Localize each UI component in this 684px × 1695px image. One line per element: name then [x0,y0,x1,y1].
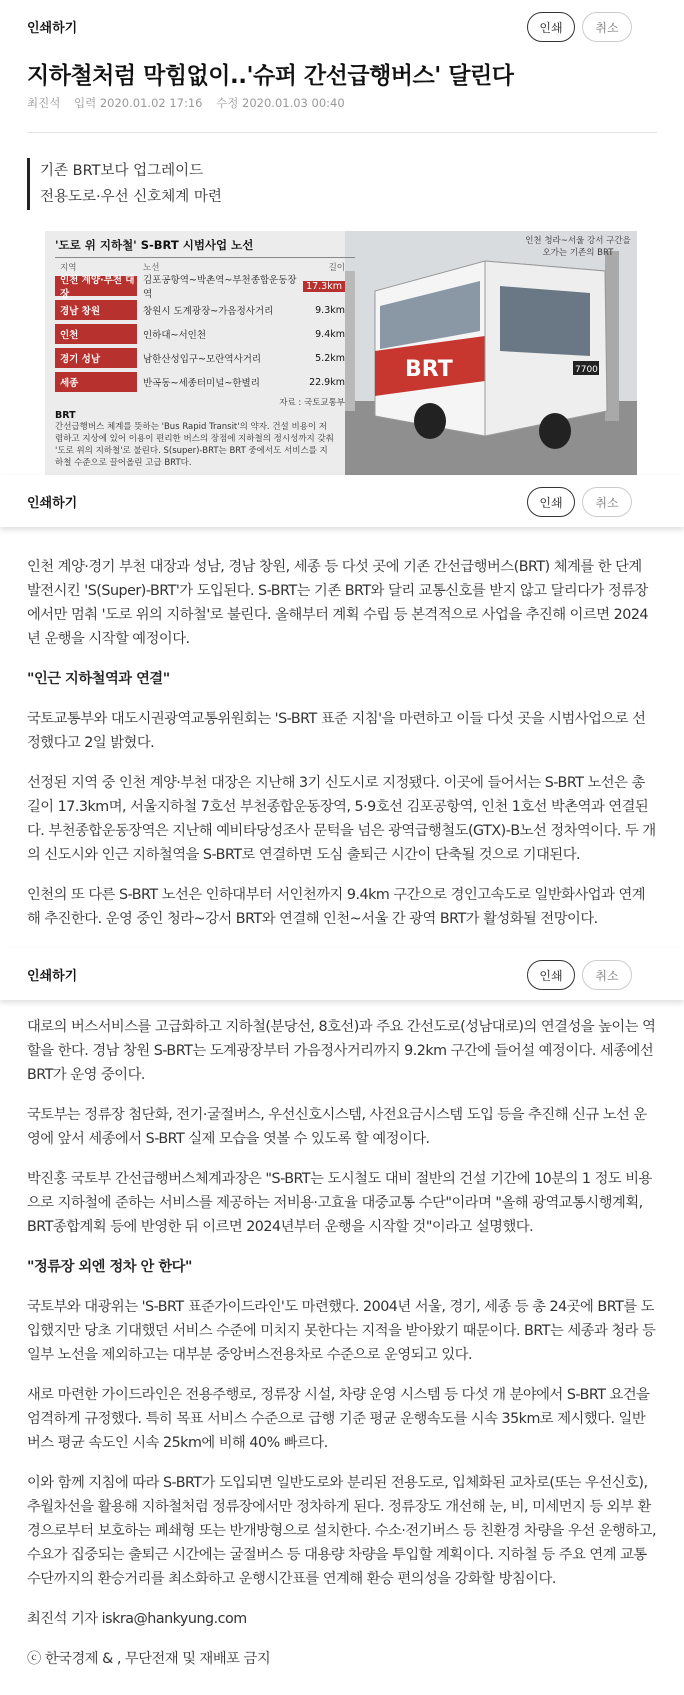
updated-time: 수정 2020.01.03 00:40 [216,96,345,110]
route-path: 김포공항역~박촌역~부천종합운동장역 [143,275,297,300]
body-paragraph: 국토교통부와 대도시권광역교통위원회는 'S-BRT 표준 지침'을 마련하고 이들 다섯 곳을 시범사업으로 선정했다고 2일 밝혔다. [27,711,646,751]
body-paragraph: 박진홍 국토부 간선급행버스체계과장은 "S-BRT는 도시철도 대비 절반의 건설 기간에 10분의 1 정도 비용으로 지하철에 준하는 서비스를 제공하는 저비용·고효율 대중교통 수단"이라며 "올해 광역교통시행계획, BRT종합계획 등에 반영한 뒤 이르면 2024년부터 운행을 시작할 것"이라고 설명했다. [27,1171,652,1235]
figure-title: '도로 위 지하철' S-BRT 시범사업 노선 [55,238,254,252]
article-figure [45,231,637,475]
bus-number-text: 7700 [575,365,598,375]
table-row [55,324,355,344]
subhead-line: 전용도로·우선 신호체계 마련 [40,189,222,205]
photo-caption: 인천 청라~서울 강서 구간을 오가는 기존의 BRT [525,236,631,258]
article-body-part1 [27,555,657,945]
print-button[interactable]: 인쇄 [527,960,575,990]
route-length: 22.9km [309,376,345,388]
col-length: 길이 [328,263,345,273]
subhead-line: 기존 BRT보다 업그레이드 [40,163,204,179]
article-headline: 지하철처럼 막힘없이..'슈퍼 간선급행버스' 달린다 [27,63,514,89]
route-length: 9.4km [315,328,345,340]
route-path: 인하대~서인천 [143,330,207,341]
route-path: 반곡동~세종터미널~한별리 [143,378,260,389]
table-row [55,372,355,392]
article-copyright: ⓒ 한국경제 & , 무단전재 및 재배포 금지 [27,1651,271,1667]
body-paragraph: 국토부는 정류장 첨단화, 전기·굴절버스, 우선신호시스템, 사전요금시스템 도입 등을 추진해 신규 노선 운영에 앞서 세종에서 S-BRT 실제 모습을 엿볼 수 있도록 할 예정이다. [27,1107,647,1147]
body-paragraph: 새로 마련한 가이드라인은 전용주행로, 정류장 시설, 차량 운영 시스템 등 다섯 개 분야에서 S-BRT 요건을 엄격하게 규정했다. 특히 목표 서비스 수준으로 급행 기준 평균 운행속도를 시속 35km로 제시했다. 일반버스 평균 속도인 시속 25km에 비해 40% 빠르다. [27,1387,650,1451]
bus-label-text: BRT [405,357,453,382]
print-toolbar-title: 인쇄하기 [27,21,78,36]
published-time: 입력 2020.01.02 17:16 [73,96,203,110]
article-author: 최진석 [27,96,61,110]
cancel-button[interactable]: 취소 [582,960,632,990]
body-paragraph: 대로의 버스서비스를 고급화하고 지하철(분당선, 8호선)과 주요 간선도로(성남대로)의 연결성을 높이는 역할을 한다. 경남 창원 S-BRT는 도계광장부터 가음정사거리까지 9.2km 구간에 들어설 예정이다. 세종에선 BRT가 운영 중이다. [27,1019,656,1083]
print-button[interactable]: 인쇄 [527,12,575,42]
cancel-button[interactable]: 취소 [582,12,632,42]
route-length: 9.3km [315,304,345,316]
print-toolbar-title: 인쇄하기 [27,496,78,511]
route-length: 5.2km [315,352,345,364]
body-paragraph: 인천의 또 다른 S-BRT 노선은 인하대부터 서인천까지 9.4km 구간으로 경인고속도로 일반화사업과 연계해 추진한다. 운영 중인 청라~강서 BRT와 연결해 인천~서울 간 광역 BRT가 활성화될 전망이다. [27,887,646,927]
route-region: 경기 성남 [55,348,137,368]
article-body-part2 [27,1015,657,1687]
header-divider [27,132,657,133]
body-paragraph: 이와 함께 지침에 따라 S-BRT가 도입되면 일반도로와 분리된 전용도로, 입체화된 교차로(또는 우선신호), 추월차선을 활용해 지하철처럼 정류장에서만 정차하게 된다. 정류장도 개선해 눈, 비, 미세먼지 등 외부 환경으로부터 보호하는 폐쇄형 또는 반개방형으로 설치한다. 수소·전기버스 등 친환경 차량을 우선 운행하고, 수요가 집중되는 출퇴근 시간에는 굴절버스 등 대용량 차량을 투입할 계획이다. 지하철 등 주요 연계 교통수단까지의 환승거리를 최소화하고 운행시간표를 연계해 환승 편의성을 강화할 방침이다. [27,1475,656,1587]
col-region: 지역 [60,263,77,273]
figure-note-title: BRT [55,410,76,421]
route-region: 경남 창원 [55,300,137,320]
col-route: 노선 [143,263,160,273]
body-paragraph: 선정된 지역 중 인천 계양·부천 대장은 지난해 3기 신도시로 지정됐다. 이곳에 들어서는 S-BRT 노선은 총길이 17.3km며, 서울지하철 7호선 부천종합운동장역, 5·9호선 김포공항역, 인천 1호선 박촌역과 연결된다. 부천종합운동장역은 지난해 예비타당성조사 문턱을 넘은 광역급행철도(GTX)-B노선 정차역이다. 두 개의 신도시와 인근 지하철역을 S-BRT로 연결하면 도심 출퇴근 시간이 단축될 것으로 기대된다. [27,775,656,863]
article-byline: 최진석 기자 iskra@hankyung.com [27,1611,247,1627]
article-subheads [27,158,222,210]
print-toolbar-title: 인쇄하기 [27,969,78,984]
figure-source: 자료 : 국토교통부 [279,398,345,408]
route-region: 세종 [55,372,137,392]
article-meta [27,95,355,111]
route-path: 창원시 도계광장~가음정사거리 [143,306,274,317]
route-length: 17.3km [303,281,345,292]
route-region: 인천 계양·부천 대장 [55,276,137,296]
table-row [55,275,355,300]
route-table [55,237,355,469]
route-path: 남한산성입구~모란역사거리 [143,354,262,365]
print-toolbar-top [0,0,684,52]
table-row [55,300,355,320]
body-paragraph: 국토부와 대광위는 'S-BRT 표준가이드라인'도 마련했다. 2004년 서울, 경기, 세종 등 총 24곳에 BRT를 도입했지만 당초 기대했던 서비스 수준에 미치지 못한다는 지적을 받아왔기 때문이다. BRT는 세종과 청라 등 일부 노선을 제외하고는 대부분 중앙버스전용차로 수준으로 운영되고 있다. [27,1299,656,1363]
body-paragraph: 인천 계양·경기 부천 대장과 성남, 경남 창원, 세종 등 다섯 곳에 기존 간선급행버스(BRT) 체계를 한 단계 발전시킨 'S(Super)-BRT'가 도입된다. S-BRT는 기존 BRT와 달리 교통신호를 받지 않고 달리다가 정류장에서만 멈춰 '도로 위의 지하철'로 불린다. 올해부터 계획 수립 등 본격적으로 사업을 추진해 이르면 2024년 운행을 시작할 예정이다. [27,559,649,647]
body-subheading: "정류장 외엔 정차 안 한다" [27,1259,192,1275]
print-button[interactable]: 인쇄 [527,487,575,517]
table-row [55,348,355,368]
print-toolbar-middle [0,475,684,527]
figure-note: 간선급행버스 체계를 뜻하는 'Bus Rapid Transit'의 약자. 건설 비용이 저렴하고 지상에 있어 이용이 편리한 버스의 장점에 지하철의 정시성까지 갖춰 '도로 위의 지하철'로 불린다. S(super)-BRT는 BRT 중에서도 서비스를 지하철 수준으로 끌어올린 고급 BRT다. [55,422,334,468]
cancel-button[interactable]: 취소 [582,487,632,517]
body-subheading: "인근 지하철역과 연결" [27,671,170,687]
route-region: 인천 [55,324,137,344]
print-toolbar-bottom [0,948,684,1000]
